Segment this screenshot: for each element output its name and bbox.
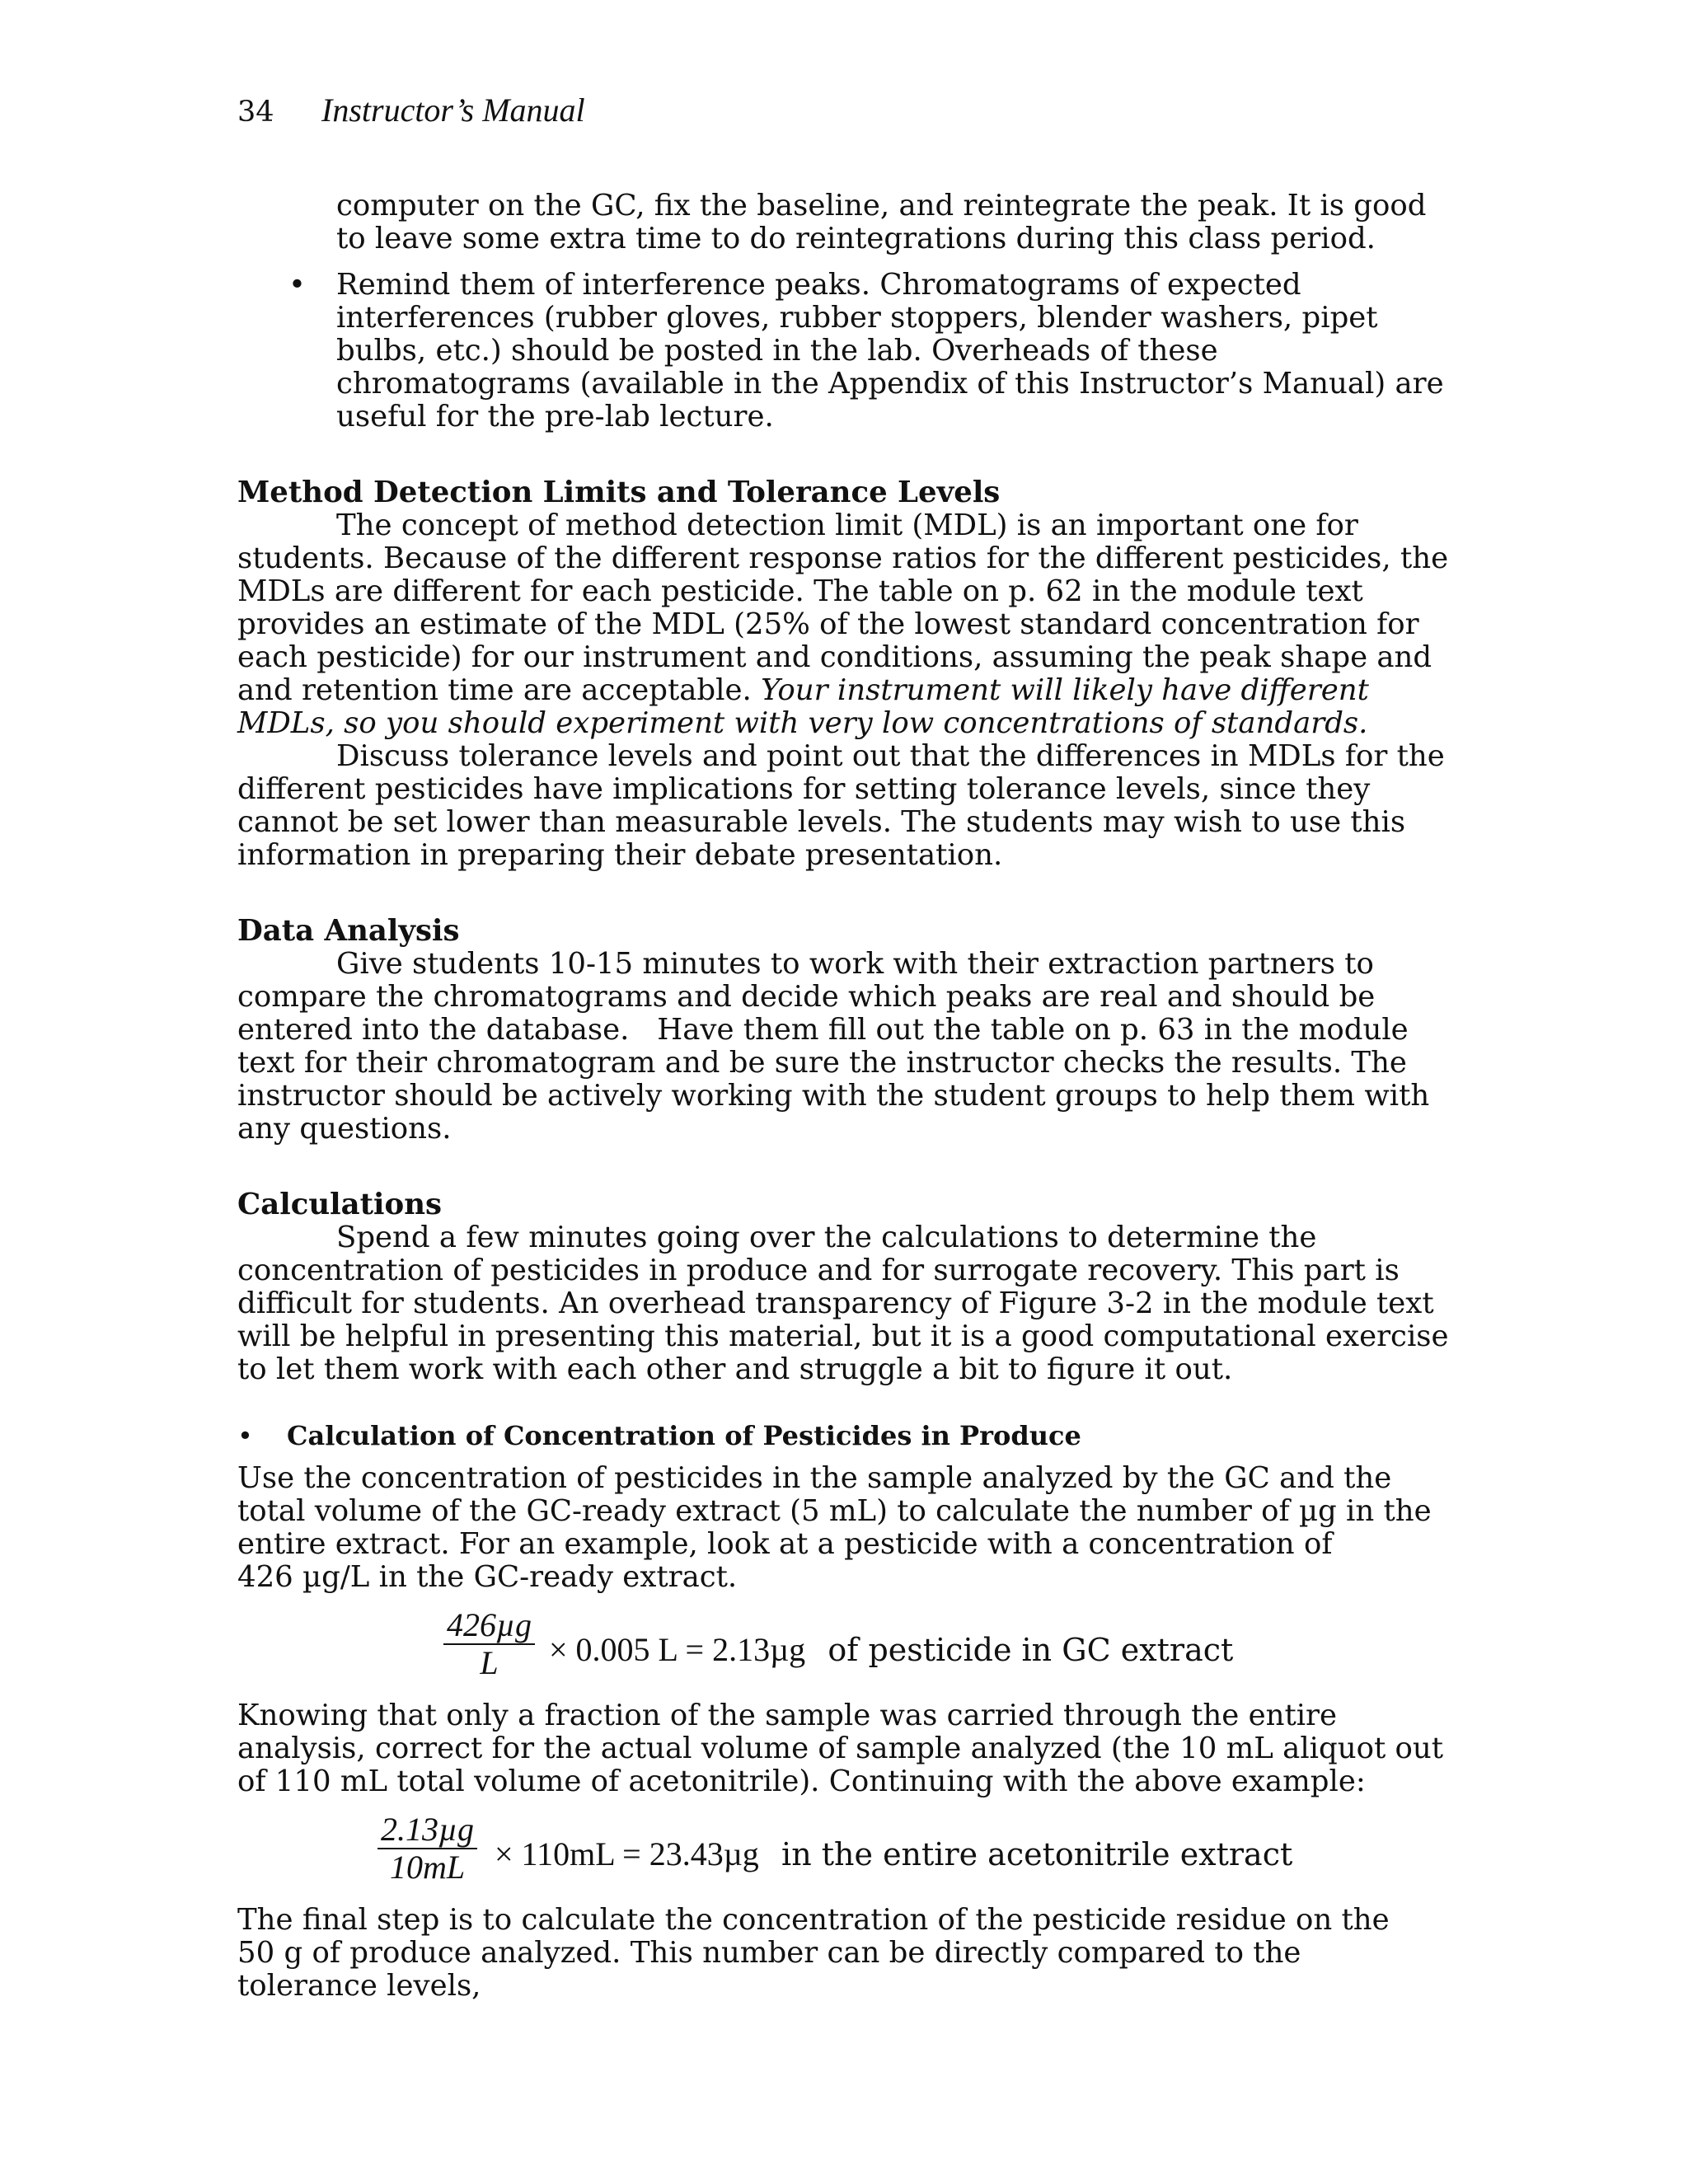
section-heading-mdl: Method Detection Limits and Tolerance Levels xyxy=(237,476,1001,509)
page-content xyxy=(237,190,1449,2003)
list-item xyxy=(237,269,1449,434)
equation-2-text: in the entire acetonitrile extract xyxy=(781,1836,1293,1872)
data-analysis-paragraph: Give students 10-15 minutes to work with their extraction partners to compare the chromatograms and decide which peaks are real and should be entered into the database. Have them fill out the table on p. 63 in the module text for their chromatogram and be sure the instructor checks the results. The instructor should be actively working with the student groups to help them with any questions. xyxy=(237,947,1439,1146)
mdl-paragraph-2: Discuss tolerance levels and point out that the differences in MDLs for the different pesticides have implications for setting tolerance levels, since they cannot be set lower than measurable levels. The students may wish to use this information in preparing their debate presentation. xyxy=(237,739,1445,872)
calculations-paragraph-1: Spend a few minutes going over the calculations to determine the concentration of pesticides in produce and for surrogate recovery. This part is difficult for students. An overhead transparency of Figure 3-2 in the module text will be helpful in presenting this material, but it is a good computational exercise to let them work with each other and struggle a bit to figure it out. xyxy=(237,1221,1449,1386)
equation-2-expression: × 110mL = 23.43µg xyxy=(495,1835,759,1872)
equation-1-fraction: 426µg L xyxy=(443,1609,535,1680)
bullet-icon: • xyxy=(288,268,306,302)
bullet-text: Remind them of interference peaks. Chromatograms of expected interferences (rubber gloves, rubber stoppers, blender washers, pipet bulbs, etc.) should be posted in the lab. Overheads of these chromatograms (available in the Appendix of this Instructor’s Manual) are useful for the pre-lab lecture. xyxy=(336,268,1444,434)
page-number: 34 xyxy=(237,96,274,129)
running-title: Instructor’s Manual xyxy=(321,91,585,129)
equation-2-fraction: 2.13µg 10mL xyxy=(377,1813,477,1884)
calculations-paragraph-3: Knowing that only a fraction of the sample was carried through the entire analysis, correct for the actual volume of sample analyzed (the 10 mL aliquot out of 110 mL total volume of acetonitrile). Continuing with the above example: xyxy=(237,1699,1444,1798)
calculations-paragraph-4: The final step is to calculate the concentration of the pesticide residue on the 50 g of produce analyzed. This number can be directly compared to the tolerance levels, xyxy=(237,1903,1390,2003)
equation-1-expression: × 0.005 L = 2.13µg xyxy=(549,1631,806,1668)
section-heading-calculations: Calculations xyxy=(237,1188,443,1221)
page-header xyxy=(237,91,585,129)
subsection-heading: • Calculation of Concentration of Pesticides in Produce xyxy=(237,1420,1081,1451)
continued-paragraph: computer on the GC, fix the baseline, and reintegrate the peak. It is good to leave some extra time to do reintegrations during this class period. xyxy=(336,189,1427,255)
mdl-italic-note: Your instrument will likely have different MDLs, so you should experiment with very low concentrations of standards. xyxy=(237,673,1369,740)
equation-1 xyxy=(443,1606,1449,1691)
calculations-paragraph-2: Use the concentration of pesticides in the sample analyzed by the GC and the total volume of the GC-ready extract (5 mL) to calculate the number of µg in the entire extract. For an example, look at a pesticide with a concentration of 426 µg/L in the GC-ready extract. xyxy=(237,1461,1432,1594)
bullet-icon: • xyxy=(237,1420,253,1451)
equation-1-text: of pesticide in GC extract xyxy=(828,1632,1234,1668)
mdl-paragraph-1: The concept of method detection limit (MDL) is an important one for students. Because of the different response ratios for the different pesticides, the MDLs are different for each pesticide. The table on p. 62 in the module text provides an estimate of the MDL (25% of the lowest standard concentration for each pesticide) for our instrument and conditions, assuming the peak shape and and retention time are acceptable. Your instrument will likely have different MDLs, so you should experiment with very low concentrations of standards. xyxy=(237,509,1449,740)
section-heading-data-analysis: Data Analysis xyxy=(237,914,460,948)
equation-2 xyxy=(377,1813,1449,1896)
